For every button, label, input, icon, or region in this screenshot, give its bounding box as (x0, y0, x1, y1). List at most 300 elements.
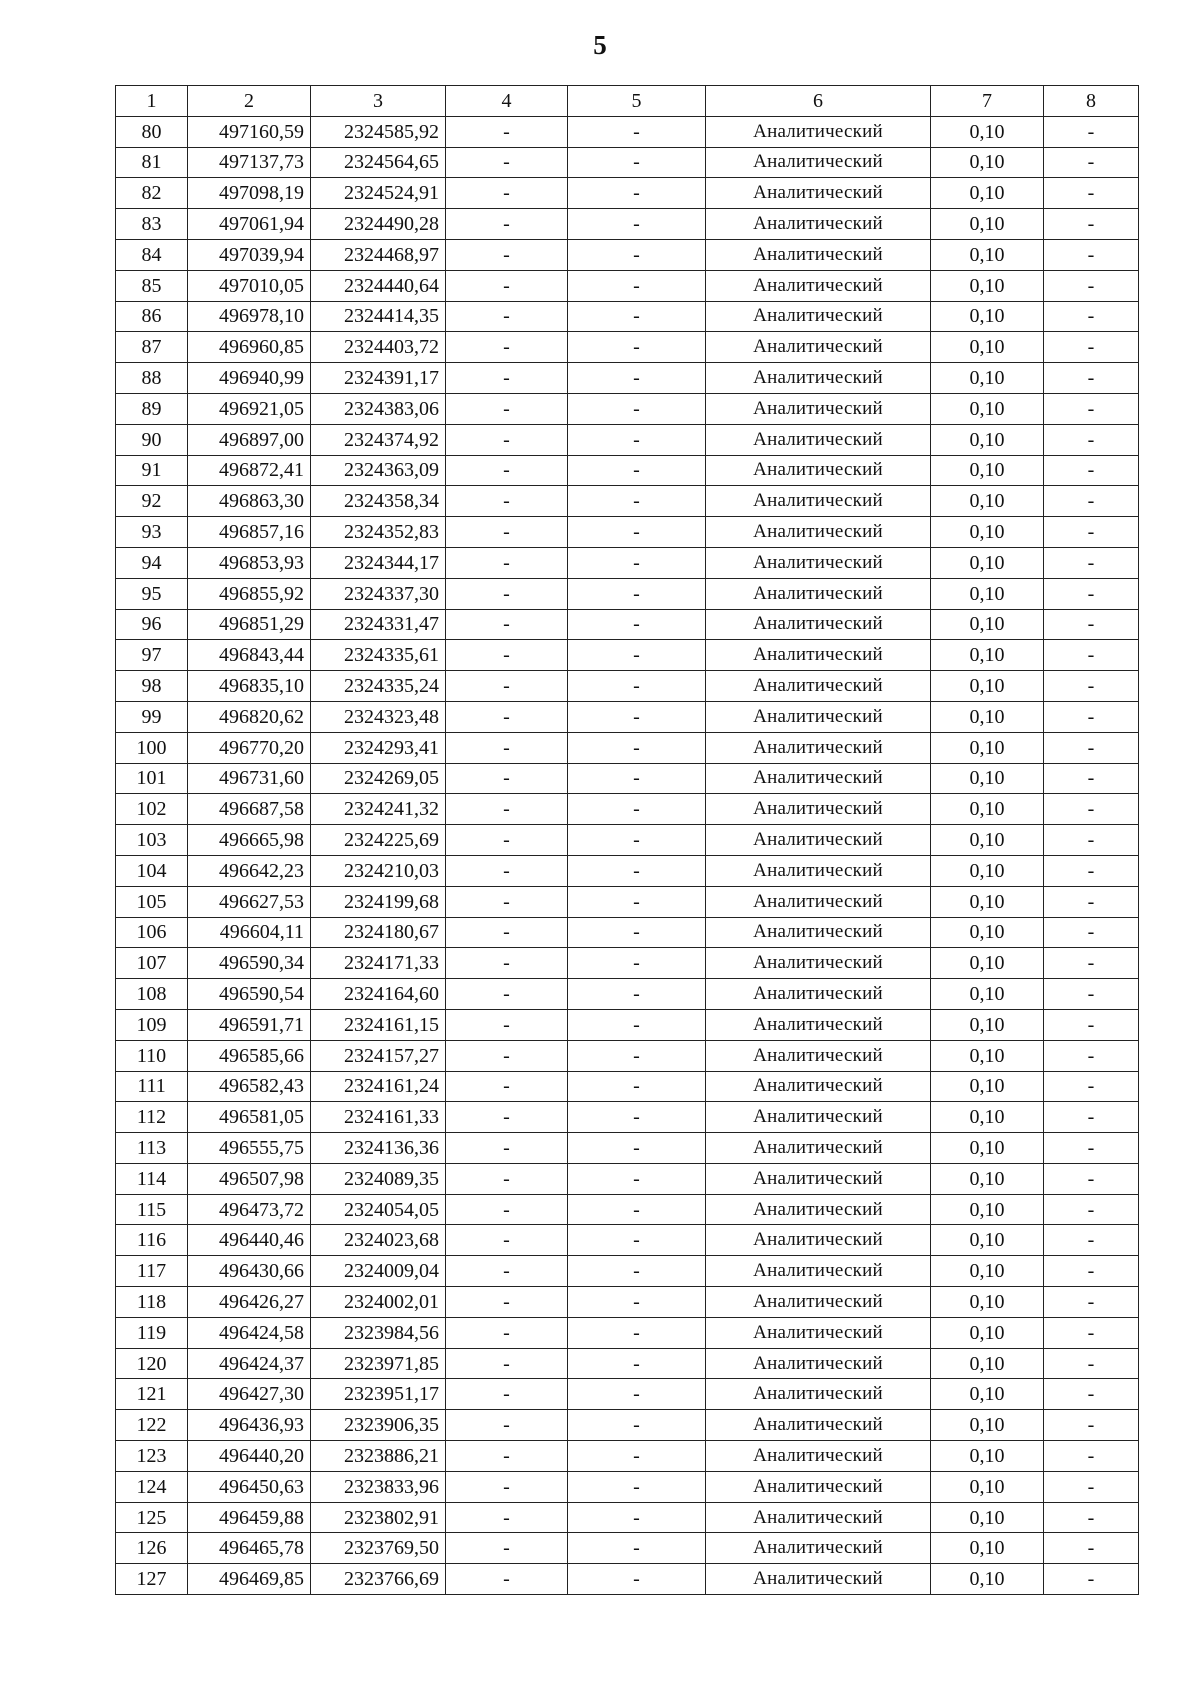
table-row (116, 1471, 1139, 1502)
column-5-cell: - (568, 1133, 706, 1164)
column-8-cell: - (1044, 671, 1139, 702)
accuracy-cell: 0,10 (931, 301, 1044, 332)
table-row (116, 1379, 1139, 1410)
accuracy-cell: 0,10 (931, 578, 1044, 609)
y-coordinate-cell: 2324269,05 (311, 763, 446, 794)
column-4-cell: - (446, 209, 568, 240)
accuracy-cell: 0,10 (931, 1441, 1044, 1472)
y-coordinate-cell: 2324164,60 (311, 979, 446, 1010)
accuracy-cell: 0,10 (931, 1133, 1044, 1164)
column-4-cell: - (446, 547, 568, 578)
column-4-cell: - (446, 732, 568, 763)
x-coordinate-cell: 496853,93 (188, 547, 311, 578)
column-8-cell: - (1044, 1163, 1139, 1194)
column-4-cell: - (446, 393, 568, 424)
table-row (116, 363, 1139, 394)
column-4-cell: - (446, 1441, 568, 1472)
y-coordinate-cell: 2324293,41 (311, 732, 446, 763)
y-coordinate-cell: 2324199,68 (311, 886, 446, 917)
accuracy-cell: 0,10 (931, 640, 1044, 671)
method-cell: Аналитический (706, 1102, 931, 1133)
method-cell: Аналитический (706, 517, 931, 548)
accuracy-cell: 0,10 (931, 547, 1044, 578)
method-cell: Аналитический (706, 239, 931, 270)
column-8-cell: - (1044, 239, 1139, 270)
point-number-cell: 97 (116, 640, 188, 671)
method-cell: Аналитический (706, 979, 931, 1010)
accuracy-cell: 0,10 (931, 239, 1044, 270)
accuracy-cell: 0,10 (931, 1410, 1044, 1441)
table-row (116, 301, 1139, 332)
accuracy-cell: 0,10 (931, 1102, 1044, 1133)
table-row (116, 1194, 1139, 1225)
x-coordinate-cell: 496440,46 (188, 1225, 311, 1256)
accuracy-cell: 0,10 (931, 116, 1044, 147)
x-coordinate-cell: 497039,94 (188, 239, 311, 270)
method-cell: Аналитический (706, 1133, 931, 1164)
y-coordinate-cell: 2324337,30 (311, 578, 446, 609)
column-4-cell: - (446, 363, 568, 394)
point-number-cell: 114 (116, 1163, 188, 1194)
table-row (116, 239, 1139, 270)
y-coordinate-cell: 2323833,96 (311, 1471, 446, 1502)
column-5-cell: - (568, 1317, 706, 1348)
y-coordinate-cell: 2324468,97 (311, 239, 446, 270)
method-cell: Аналитический (706, 1471, 931, 1502)
y-coordinate-cell: 2324363,09 (311, 455, 446, 486)
column-4-cell: - (446, 671, 568, 702)
table-row (116, 455, 1139, 486)
column-8-cell: - (1044, 1256, 1139, 1287)
point-number-cell: 80 (116, 116, 188, 147)
point-number-cell: 119 (116, 1317, 188, 1348)
point-number-cell: 125 (116, 1502, 188, 1533)
point-number-cell: 86 (116, 301, 188, 332)
y-coordinate-cell: 2324344,17 (311, 547, 446, 578)
column-8-cell: - (1044, 732, 1139, 763)
method-cell: Аналитический (706, 1163, 931, 1194)
column-4-cell: - (446, 455, 568, 486)
y-coordinate-cell: 2324440,64 (311, 270, 446, 301)
table-row (116, 609, 1139, 640)
accuracy-cell: 0,10 (931, 1040, 1044, 1071)
table-row (116, 270, 1139, 301)
x-coordinate-cell: 497010,05 (188, 270, 311, 301)
x-coordinate-cell: 496426,27 (188, 1287, 311, 1318)
accuracy-cell: 0,10 (931, 1287, 1044, 1318)
column-5-cell: - (568, 578, 706, 609)
column-8-cell: - (1044, 701, 1139, 732)
point-number-cell: 109 (116, 1009, 188, 1040)
table-row (116, 116, 1139, 147)
column-8-cell: - (1044, 1040, 1139, 1071)
x-coordinate-cell: 497137,73 (188, 147, 311, 178)
column-5-cell: - (568, 1502, 706, 1533)
method-cell: Аналитический (706, 1533, 931, 1564)
method-cell: Аналитический (706, 855, 931, 886)
x-coordinate-cell: 496665,98 (188, 825, 311, 856)
point-number-cell: 122 (116, 1410, 188, 1441)
column-8-cell: - (1044, 178, 1139, 209)
point-number-cell: 99 (116, 701, 188, 732)
table-row (116, 1441, 1139, 1472)
method-cell: Аналитический (706, 671, 931, 702)
column-5-cell: - (568, 517, 706, 548)
column-5-cell: - (568, 178, 706, 209)
column-5-cell: - (568, 301, 706, 332)
column-4-cell: - (446, 609, 568, 640)
column-5-cell: - (568, 547, 706, 578)
column-4-cell: - (446, 1102, 568, 1133)
column-8-cell: - (1044, 979, 1139, 1010)
column-8-cell: - (1044, 547, 1139, 578)
method-cell: Аналитический (706, 732, 931, 763)
column-8-cell: - (1044, 578, 1139, 609)
method-cell: Аналитический (706, 1317, 931, 1348)
y-coordinate-cell: 2324161,33 (311, 1102, 446, 1133)
x-coordinate-cell: 496897,00 (188, 424, 311, 455)
method-cell: Аналитический (706, 1071, 931, 1102)
column-4-cell: - (446, 1256, 568, 1287)
column-8-cell: - (1044, 116, 1139, 147)
column-5-cell: - (568, 886, 706, 917)
table-row (116, 209, 1139, 240)
column-4-cell: - (446, 701, 568, 732)
column-header: 6 (706, 86, 931, 117)
x-coordinate-cell: 496440,20 (188, 1441, 311, 1472)
column-4-cell: - (446, 147, 568, 178)
column-5-cell: - (568, 671, 706, 702)
x-coordinate-cell: 496921,05 (188, 393, 311, 424)
column-4-cell: - (446, 178, 568, 209)
table-row (116, 1225, 1139, 1256)
x-coordinate-cell: 496770,20 (188, 732, 311, 763)
accuracy-cell: 0,10 (931, 1194, 1044, 1225)
table-row (116, 1256, 1139, 1287)
column-8-cell: - (1044, 1533, 1139, 1564)
y-coordinate-cell: 2324161,15 (311, 1009, 446, 1040)
table-header-row (116, 86, 1139, 117)
accuracy-cell: 0,10 (931, 517, 1044, 548)
column-4-cell: - (446, 794, 568, 825)
accuracy-cell: 0,10 (931, 393, 1044, 424)
point-number-cell: 87 (116, 332, 188, 363)
column-5-cell: - (568, 332, 706, 363)
accuracy-cell: 0,10 (931, 1564, 1044, 1595)
column-8-cell: - (1044, 393, 1139, 424)
point-number-cell: 90 (116, 424, 188, 455)
point-number-cell: 94 (116, 547, 188, 578)
method-cell: Аналитический (706, 116, 931, 147)
x-coordinate-cell: 496843,44 (188, 640, 311, 671)
accuracy-cell: 0,10 (931, 979, 1044, 1010)
x-coordinate-cell: 496835,10 (188, 671, 311, 702)
column-header: 8 (1044, 86, 1139, 117)
column-4-cell: - (446, 763, 568, 794)
point-number-cell: 96 (116, 609, 188, 640)
accuracy-cell: 0,10 (931, 178, 1044, 209)
x-coordinate-cell: 496459,88 (188, 1502, 311, 1533)
x-coordinate-cell: 496627,53 (188, 886, 311, 917)
x-coordinate-cell: 496851,29 (188, 609, 311, 640)
accuracy-cell: 0,10 (931, 424, 1044, 455)
table-row (116, 794, 1139, 825)
column-5-cell: - (568, 609, 706, 640)
column-5-cell: - (568, 855, 706, 886)
accuracy-cell: 0,10 (931, 270, 1044, 301)
table-row (116, 1071, 1139, 1102)
column-4-cell: - (446, 886, 568, 917)
column-5-cell: - (568, 701, 706, 732)
accuracy-cell: 0,10 (931, 332, 1044, 363)
method-cell: Аналитический (706, 486, 931, 517)
x-coordinate-cell: 496555,75 (188, 1133, 311, 1164)
column-header: 5 (568, 86, 706, 117)
point-number-cell: 111 (116, 1071, 188, 1102)
accuracy-cell: 0,10 (931, 1163, 1044, 1194)
column-8-cell: - (1044, 1441, 1139, 1472)
point-number-cell: 100 (116, 732, 188, 763)
table-row (116, 701, 1139, 732)
column-8-cell: - (1044, 363, 1139, 394)
accuracy-cell: 0,10 (931, 363, 1044, 394)
point-number-cell: 85 (116, 270, 188, 301)
column-4-cell: - (446, 1287, 568, 1318)
column-5-cell: - (568, 1441, 706, 1472)
column-8-cell: - (1044, 1194, 1139, 1225)
method-cell: Аналитический (706, 886, 931, 917)
accuracy-cell: 0,10 (931, 917, 1044, 948)
column-5-cell: - (568, 763, 706, 794)
method-cell: Аналитический (706, 1564, 931, 1595)
y-coordinate-cell: 2324180,67 (311, 917, 446, 948)
method-cell: Аналитический (706, 1379, 931, 1410)
point-number-cell: 82 (116, 178, 188, 209)
page-number: 5 (593, 30, 607, 60)
point-number-cell: 108 (116, 979, 188, 1010)
y-coordinate-cell: 2324403,72 (311, 332, 446, 363)
column-5-cell: - (568, 1410, 706, 1441)
method-cell: Аналитический (706, 363, 931, 394)
column-4-cell: - (446, 332, 568, 363)
column-4-cell: - (446, 1502, 568, 1533)
method-cell: Аналитический (706, 547, 931, 578)
accuracy-cell: 0,10 (931, 486, 1044, 517)
method-cell: Аналитический (706, 609, 931, 640)
y-coordinate-cell: 2323951,17 (311, 1379, 446, 1410)
method-cell: Аналитический (706, 701, 931, 732)
accuracy-cell: 0,10 (931, 1317, 1044, 1348)
accuracy-cell: 0,10 (931, 732, 1044, 763)
table-row (116, 486, 1139, 517)
column-4-cell: - (446, 948, 568, 979)
column-4-cell: - (446, 1317, 568, 1348)
table-row (116, 424, 1139, 455)
column-5-cell: - (568, 979, 706, 1010)
column-4-cell: - (446, 1009, 568, 1040)
y-coordinate-cell: 2324241,32 (311, 794, 446, 825)
y-coordinate-cell: 2324023,68 (311, 1225, 446, 1256)
x-coordinate-cell: 496582,43 (188, 1071, 311, 1102)
column-5-cell: - (568, 732, 706, 763)
table-row (116, 732, 1139, 763)
table-row (116, 1317, 1139, 1348)
x-coordinate-cell: 496940,99 (188, 363, 311, 394)
column-5-cell: - (568, 455, 706, 486)
table-row (116, 640, 1139, 671)
x-coordinate-cell: 496581,05 (188, 1102, 311, 1133)
accuracy-cell: 0,10 (931, 1071, 1044, 1102)
y-coordinate-cell: 2324054,05 (311, 1194, 446, 1225)
column-5-cell: - (568, 1287, 706, 1318)
column-5-cell: - (568, 1533, 706, 1564)
table-row (116, 1502, 1139, 1533)
table-row (116, 1564, 1139, 1595)
accuracy-cell: 0,10 (931, 609, 1044, 640)
method-cell: Аналитический (706, 948, 931, 979)
y-coordinate-cell: 2324374,92 (311, 424, 446, 455)
table-row (116, 763, 1139, 794)
column-8-cell: - (1044, 948, 1139, 979)
method-cell: Аналитический (706, 178, 931, 209)
accuracy-cell: 0,10 (931, 1348, 1044, 1379)
column-4-cell: - (446, 855, 568, 886)
x-coordinate-cell: 496591,71 (188, 1009, 311, 1040)
table-row (116, 979, 1139, 1010)
accuracy-cell: 0,10 (931, 147, 1044, 178)
column-5-cell: - (568, 147, 706, 178)
column-8-cell: - (1044, 1102, 1139, 1133)
y-coordinate-cell: 2324358,34 (311, 486, 446, 517)
method-cell: Аналитический (706, 393, 931, 424)
column-5-cell: - (568, 794, 706, 825)
y-coordinate-cell: 2324585,92 (311, 116, 446, 147)
table-row (116, 1133, 1139, 1164)
method-cell: Аналитический (706, 424, 931, 455)
y-coordinate-cell: 2324009,04 (311, 1256, 446, 1287)
column-5-cell: - (568, 640, 706, 671)
column-5-cell: - (568, 393, 706, 424)
column-5-cell: - (568, 948, 706, 979)
point-number-cell: 95 (116, 578, 188, 609)
point-number-cell: 127 (116, 1564, 188, 1595)
y-coordinate-cell: 2324391,17 (311, 363, 446, 394)
column-4-cell: - (446, 1133, 568, 1164)
y-coordinate-cell: 2324383,06 (311, 393, 446, 424)
column-8-cell: - (1044, 794, 1139, 825)
accuracy-cell: 0,10 (931, 455, 1044, 486)
table-row (116, 1102, 1139, 1133)
column-4-cell: - (446, 1379, 568, 1410)
table-row (116, 393, 1139, 424)
point-number-cell: 81 (116, 147, 188, 178)
column-8-cell: - (1044, 1133, 1139, 1164)
column-8-cell: - (1044, 1410, 1139, 1441)
table-row (116, 547, 1139, 578)
y-coordinate-cell: 2324089,35 (311, 1163, 446, 1194)
point-number-cell: 116 (116, 1225, 188, 1256)
column-header: 1 (116, 86, 188, 117)
column-8-cell: - (1044, 1071, 1139, 1102)
column-8-cell: - (1044, 609, 1139, 640)
x-coordinate-cell: 496731,60 (188, 763, 311, 794)
point-number-cell: 123 (116, 1441, 188, 1472)
point-number-cell: 101 (116, 763, 188, 794)
column-5-cell: - (568, 424, 706, 455)
point-number-cell: 84 (116, 239, 188, 270)
table-body (116, 116, 1139, 1594)
column-4-cell: - (446, 578, 568, 609)
x-coordinate-cell: 496465,78 (188, 1533, 311, 1564)
accuracy-cell: 0,10 (931, 948, 1044, 979)
column-5-cell: - (568, 1564, 706, 1595)
column-8-cell: - (1044, 1502, 1139, 1533)
x-coordinate-cell: 496820,62 (188, 701, 311, 732)
y-coordinate-cell: 2323802,91 (311, 1502, 446, 1533)
column-4-cell: - (446, 116, 568, 147)
column-4-cell: - (446, 301, 568, 332)
point-number-cell: 88 (116, 363, 188, 394)
column-5-cell: - (568, 1102, 706, 1133)
column-8-cell: - (1044, 825, 1139, 856)
accuracy-cell: 0,10 (931, 855, 1044, 886)
method-cell: Аналитический (706, 1287, 931, 1318)
x-coordinate-cell: 496590,54 (188, 979, 311, 1010)
x-coordinate-cell: 496604,11 (188, 917, 311, 948)
accuracy-cell: 0,10 (931, 701, 1044, 732)
y-coordinate-cell: 2324524,91 (311, 178, 446, 209)
method-cell: Аналитический (706, 1410, 931, 1441)
column-8-cell: - (1044, 147, 1139, 178)
x-coordinate-cell: 496473,72 (188, 1194, 311, 1225)
column-8-cell: - (1044, 1287, 1139, 1318)
column-5-cell: - (568, 825, 706, 856)
accuracy-cell: 0,10 (931, 1225, 1044, 1256)
column-5-cell: - (568, 270, 706, 301)
table-row (116, 1040, 1139, 1071)
column-8-cell: - (1044, 1348, 1139, 1379)
column-header: 4 (446, 86, 568, 117)
table-row (116, 332, 1139, 363)
table-row (116, 1009, 1139, 1040)
point-number-cell: 102 (116, 794, 188, 825)
x-coordinate-cell: 496590,34 (188, 948, 311, 979)
table-row (116, 517, 1139, 548)
accuracy-cell: 0,10 (931, 886, 1044, 917)
accuracy-cell: 0,10 (931, 1471, 1044, 1502)
table-row (116, 886, 1139, 917)
point-number-cell: 117 (116, 1256, 188, 1287)
method-cell: Аналитический (706, 1040, 931, 1071)
x-coordinate-cell: 496978,10 (188, 301, 311, 332)
accuracy-cell: 0,10 (931, 1379, 1044, 1410)
x-coordinate-cell: 496436,93 (188, 1410, 311, 1441)
y-coordinate-cell: 2324323,48 (311, 701, 446, 732)
method-cell: Аналитический (706, 209, 931, 240)
column-4-cell: - (446, 1071, 568, 1102)
point-number-cell: 92 (116, 486, 188, 517)
column-4-cell: - (446, 640, 568, 671)
column-5-cell: - (568, 1071, 706, 1102)
column-5-cell: - (568, 1471, 706, 1502)
column-4-cell: - (446, 486, 568, 517)
column-4-cell: - (446, 1194, 568, 1225)
column-8-cell: - (1044, 332, 1139, 363)
x-coordinate-cell: 496430,66 (188, 1256, 311, 1287)
column-5-cell: - (568, 363, 706, 394)
column-8-cell: - (1044, 1471, 1139, 1502)
y-coordinate-cell: 2324225,69 (311, 825, 446, 856)
